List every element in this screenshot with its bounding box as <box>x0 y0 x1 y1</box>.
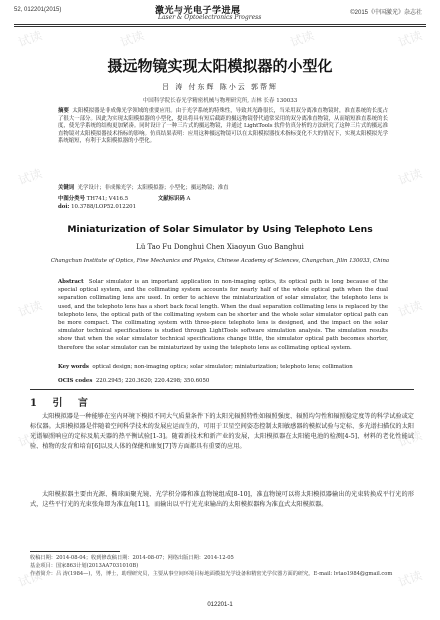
body-paragraph: 太阳模拟器是一种能够在室内环境下模拟不同大气质量条件下的太阳光辐照特性如辐照强度、辐照均匀性和辐照稳定度等的科学试验或定标仪器。太阳模拟器是伴随着空间科学技术的发展应运而生的，可用于卫星空间姿态控制太阳敏感器的模拟试验与定标、多光谱扫描仪的太阳光谱辐照响应的定标及航天器的热平衡试验[1-3]。随着新技术和新产业的发展，太阳模拟器在太阳能电池的检测[4-5]、材料的老化性能试验、植物的发育和培育[6]以及人体的保健和康复[7]等方面都具有重要的应用。 <box>30 413 414 450</box>
watermark: 试读 <box>16 28 44 50</box>
section-heading: 1 引 言 <box>30 398 94 409</box>
clc-value: TH741; V416.5 <box>86 196 129 202</box>
footnote-author-bio: 作者简介：吕 涛(1984—)，男，博士，助理研究员，主要从事空间环境目标地面模拟光学设备和精密光学仪器方面的研究。E-mail: lvtao1984@gmail.com <box>30 571 393 577</box>
footnote-funding: 基金项目：国家863计划(2013AA7031010B) <box>30 563 139 569</box>
abstract-cn-text: 太阳模拟器是非成像光学领域的重要应用。由于光学系统的特殊性，导致其光路很长，当采用双分离准直物镜时，准直系统的长度占了很大一部分。因此为实现太阳模拟器的小型化，提出将具有短后截距的摄远物镜替代通常采用的双分离准直物镜，从而缩短准直系统的长度，使光学系统的结构更加紧凑。同时设计了一种三片式的摄远物镜，并通过 LightTools 软件仿真分析的方法研究了这种三片式的摄远准直物镜对太阳模拟器技术指标的影响。仿真结果表明：应用这种摄远物镜可以在太阳模拟器技术指标变化不大的情况下，实现太阳模拟光学系统缩短，有利于太阳模拟器的小型化。 <box>58 108 388 145</box>
header-volume: 52, 012201(2015) <box>14 7 62 13</box>
paper-title-cn: 摄远物镜实现太阳模拟器的小型化 <box>107 57 333 75</box>
abstract-cn-label: 摘要 <box>58 108 69 114</box>
doi-value: 10.3788/LOP52.012201 <box>71 204 137 210</box>
doc-code-label: 文献标识码 <box>157 196 185 202</box>
watermark: 试读 <box>16 298 44 320</box>
paper-title-en: Miniaturization of Solar Simulator by Using Telephoto Lens <box>67 224 373 235</box>
watermark: 试读 <box>396 428 424 450</box>
ocis-label: OCIS codes <box>58 378 93 384</box>
journal-name-cn: 激光与光电子学进展 <box>155 6 241 16</box>
keywords-cn-text: 光学设计；非成像光学；太阳模拟器；小型化；摄远物镜；准直 <box>77 185 229 191</box>
doi <box>58 204 136 210</box>
watermark: 试读 <box>396 28 424 50</box>
watermark: 试读 <box>396 298 424 320</box>
header-rule <box>14 24 426 25</box>
watermark: 试读 <box>118 28 146 50</box>
journal-name-en: Laser & Optoelectronics Progress <box>158 14 262 21</box>
clc-label: 中图分类号 <box>58 196 85 202</box>
keywords-en-text: optical design; non-imaging optics; solar simulator; miniaturization; telephoto lens; collimation <box>92 364 353 370</box>
ocis-codes <box>58 378 209 384</box>
keywords-en <box>58 364 388 371</box>
classification-item <box>158 196 205 202</box>
classification <box>58 194 218 202</box>
affiliation-en: Changchun Institute of Optics, Fine Mechanics and Physics, Chinese Academy of Sciences, Changchun, Jilin 130033, China <box>50 258 390 264</box>
keywords-cn-label: 关键词 <box>58 185 75 191</box>
watermark: 试读 <box>396 568 424 590</box>
header-copyright: ©2015《中国激光》杂志社 <box>350 10 422 16</box>
abstract-en <box>58 278 388 352</box>
abstract-en-label: Abstract <box>58 279 84 285</box>
authors-cn: 吕 涛 付东辉 陈小云 郭帮辉 <box>162 83 278 91</box>
page-number: 012201-1 <box>207 602 233 608</box>
footnote-rule <box>30 551 120 552</box>
header-rule-thin <box>14 26 426 27</box>
keywords-cn <box>58 183 388 191</box>
footnote-dates: 收稿日期：2014-08-04；收到修改稿日期：2014-08-07；网络出版日期：2014-12-05 <box>30 555 234 561</box>
watermark: 试读 <box>16 166 44 188</box>
watermark: 试读 <box>16 428 44 450</box>
watermark: 试读 <box>396 166 424 188</box>
abstract-en-text: Solar simulator is an important application in non-imaging optics, its optical path is long because of the special optical system, and the collimating system accounts for nearly half of the whole optical path when the dual separation collimating lens are used. In order to achieve the miniaturization of solar simulator, the telephoto lens is used, and the telephoto lens has a short back focal length. When the dual separation collimating lens is replaced by the telephoto lens, the optical path of the collimating system can be shorter and the whole solar simulator optical path can be more compact. The collimating system with three-piece telephoto lens is designed, and the impact on the solar simulator technical specifications is studied through LightTools software simulation analysis. The simulation results show that when the solar simulator technical specifications change little, the simulator optical path becomes shorter, therefore the solar simulator can be miniaturized by using the telephoto lens as collimating optical system. <box>58 279 388 351</box>
keywords-en-label: Key words <box>58 364 89 370</box>
abstract-cn <box>58 108 388 146</box>
ocis-value: 220.2945; 220.3620; 220.4298; 350.6050 <box>95 378 210 384</box>
doc-code-value: A <box>186 196 191 202</box>
watermark: 试读 <box>16 568 44 590</box>
watermark: 试读 <box>288 28 316 50</box>
body-paragraph: 太阳模拟器主要由光源、椭球面聚光镜、光学积分器和准直物镜组成[8-10]，准直物镜可以将太阳模拟器输出的光束转换成平行光的形式，这些平行光的光束张角即为准直角[11]，而输出以平行光光束输出的太阳模拟器称为准直式太阳模拟器。 <box>30 491 414 508</box>
classification-item <box>58 196 142 202</box>
affiliation-cn: 中国科学院长春光学精密机械与物理研究所, 吉林 长春 130033 <box>142 98 298 104</box>
authors-en: Lü Tao Fu Donghui Chen Xiaoyun Guo Banghui <box>136 243 304 251</box>
section-rule <box>30 389 414 390</box>
doi-label: doi: <box>58 204 70 210</box>
